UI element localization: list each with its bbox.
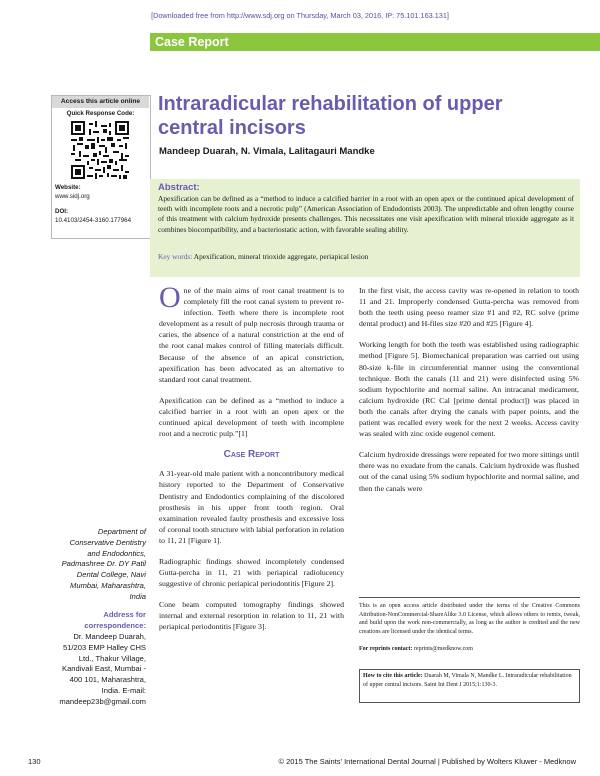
body-column-right — [359, 285, 579, 504]
article-title: Intraradicular rehabilitation of upper central incisors — [158, 93, 503, 139]
case-paragraph-1: A 31-year-old male patient with a noncontributory medical history reported to the Department of Conservative Dentistry and Endodontics complaining of the discolored prosthesis in his upper front tooth region. Oral examination revealed faulty prosthesis and excessive loss of coronal tooth structure with labial perforation in relation to 11, 21 [Figure 1]. — [159, 469, 344, 545]
reprints-email[interactable]: reprints@medknow.com — [413, 646, 473, 652]
case-paragraph-2: Radiographic findings showed incompletely condensed Gutta-percha in 11, 21 with periapical radiolucency suggestive of chronic periapical periodontitis [Figure 2]. — [159, 556, 344, 589]
intro-paragraph-1-text: ne of the main aims of root canal treatment is to completely fill the root canal system to prevent re-infection. Teeth where there is incomplete root development as a result of pulp necrosis through trauma or caries, the absence of a natural constriction at the end of the root canal makes control of filling materials difficult. Because of the absence of an apical constriction, apexification has been advocated as an alternative to standard root canal treatment. — [159, 286, 344, 384]
procedure-paragraph-3: Calcium hydroxide dressings were repeated for two more sittings until there was no exudate from the canals. Calcium hydroxide was flushed out of the canal using 5% sodium hypochlorite and normal saline, and then the canals were — [359, 450, 579, 493]
doi-label: DOI: — [55, 208, 69, 215]
doi-link[interactable]: 10.4103/2454-3160.177964 — [55, 217, 132, 224]
reprints-contact — [359, 646, 580, 652]
license-divider — [359, 597, 580, 598]
case-paragraph-3: Cone beam computed tomography findings showed internal and external resorption in relation to 11, 21 with periapical periodontitis [Figure 3]. — [159, 600, 344, 632]
footer-copyright: © 2015 The Saints' International Dental Journal | Published by Wolters Kluwer - Medknow — [278, 757, 576, 766]
correspondence-address: Dr. Mandeep Duarah, 51/203 EMP Halley CHS Ltd., Thakur Village, Kandivali East, Mumbai - 400 101, Maharashtra, India. E-mail: mandeep23b@gmail.com — [59, 632, 146, 706]
qr-code-image[interactable] — [71, 121, 129, 179]
section-label: Case Report — [155, 35, 229, 49]
procedure-paragraph-1: In the first visit, the access cavity was re-opened in relation to tooth 11 and 21. Improperly condensed Gutta-percha was removed from both the teeth using peeso reamer size #1 and #2, RC solve (prime dental product) and H-files size #20 and #25 [Figure 4]. — [359, 286, 579, 329]
citation-label: How to cite this article: — [363, 673, 423, 679]
correspondence-label: Address for correspondence: — [84, 610, 146, 630]
intro-paragraph-1 — [159, 281, 344, 385]
body-column-left — [159, 281, 344, 643]
intro-paragraph-2: Apexification can be defined as a “method to induce a calcified barrier in a root with an open apex or the continued apical development of teeth with incomplete root and a necrotic pulp.”[1] — [159, 395, 344, 439]
keywords-label: Key words: — [158, 252, 193, 261]
access-online-title: Access this article online — [52, 96, 149, 108]
keywords-value: Apexification, mineral trioxide aggregate, periapical lesion — [193, 252, 369, 261]
case-report-heading: Case Report — [223, 449, 280, 461]
article-authors: Mandeep Duarah, N. Vimala, Lalitagauri Mandke — [159, 146, 375, 157]
website-label: Website: — [55, 184, 81, 191]
reprints-label: For reprints contact: — [359, 646, 413, 652]
website-link[interactable]: www.sidj.org — [55, 193, 90, 200]
procedure-paragraph-2: Working length for both the teeth was established using radiographic method [Figure 5]. Biomechanical preparation was carried out using 80-size k-file in circumferential manner using the conventional technique. Both the canals (11 and 21) were disinfected using 5% sodium hypochlorite and normal saline. An intracanal medicament, calcium hydroxide (RC Cal [prime dental product]) was placed in both the canals after drying the canals with paper points, and the patient was recalled every week for the next 2 weeks. Access cavity was sealed with zinc oxide eugenol cement. — [359, 340, 579, 439]
citation-reference: Duarah M, Vimala N, Mandke L. Intraradicular rehabilitation of upper central incisors. Saint Int Dent J 2015;1:130-3. — [363, 673, 572, 688]
citation-text — [363, 672, 576, 689]
page-number: 130 — [28, 757, 41, 766]
drop-cap: O — [159, 281, 181, 314]
abstract-text: Apexification can be defined as a “method to induce a calcified barrier in a root with an open apex or the continued apical development of teeth with incomplete roots and a necrotic pulp” (American Association of Endodontists 2003). The unpredictable and often lengthy course of this treatment with calcium hydroxide presents challenges. This necessitates one visit apexification with mineral trioxide aggregate as it combines biocompatibility, and a bacteriostatic action, with favorable sealing ability. — [158, 194, 574, 234]
download-banner: [Downloaded free from http://www.sdj.org on Thursday, March 03, 2016, IP: 75.101.163.131] — [151, 11, 449, 20]
license-notice: This is an open access article distributed under the terms of the Creative Commons Attribution-NonCommercial-ShareAlike 3.0 License, which allows others to remix, tweak, and build upon the work non-commercially, as long as the author is credited and the new creations are licensed under the identical terms. — [359, 603, 580, 635]
qr-code-label: Quick Response Code: — [66, 110, 135, 117]
abstract-heading: Abstract: — [158, 182, 200, 193]
author-affiliation: Department of Conservative Dentistry and Endodontics, Padmashree Dr. DY Patil Dental College, Navi Mumbai, Maharashtra, India — [61, 527, 146, 601]
keywords — [158, 252, 574, 261]
